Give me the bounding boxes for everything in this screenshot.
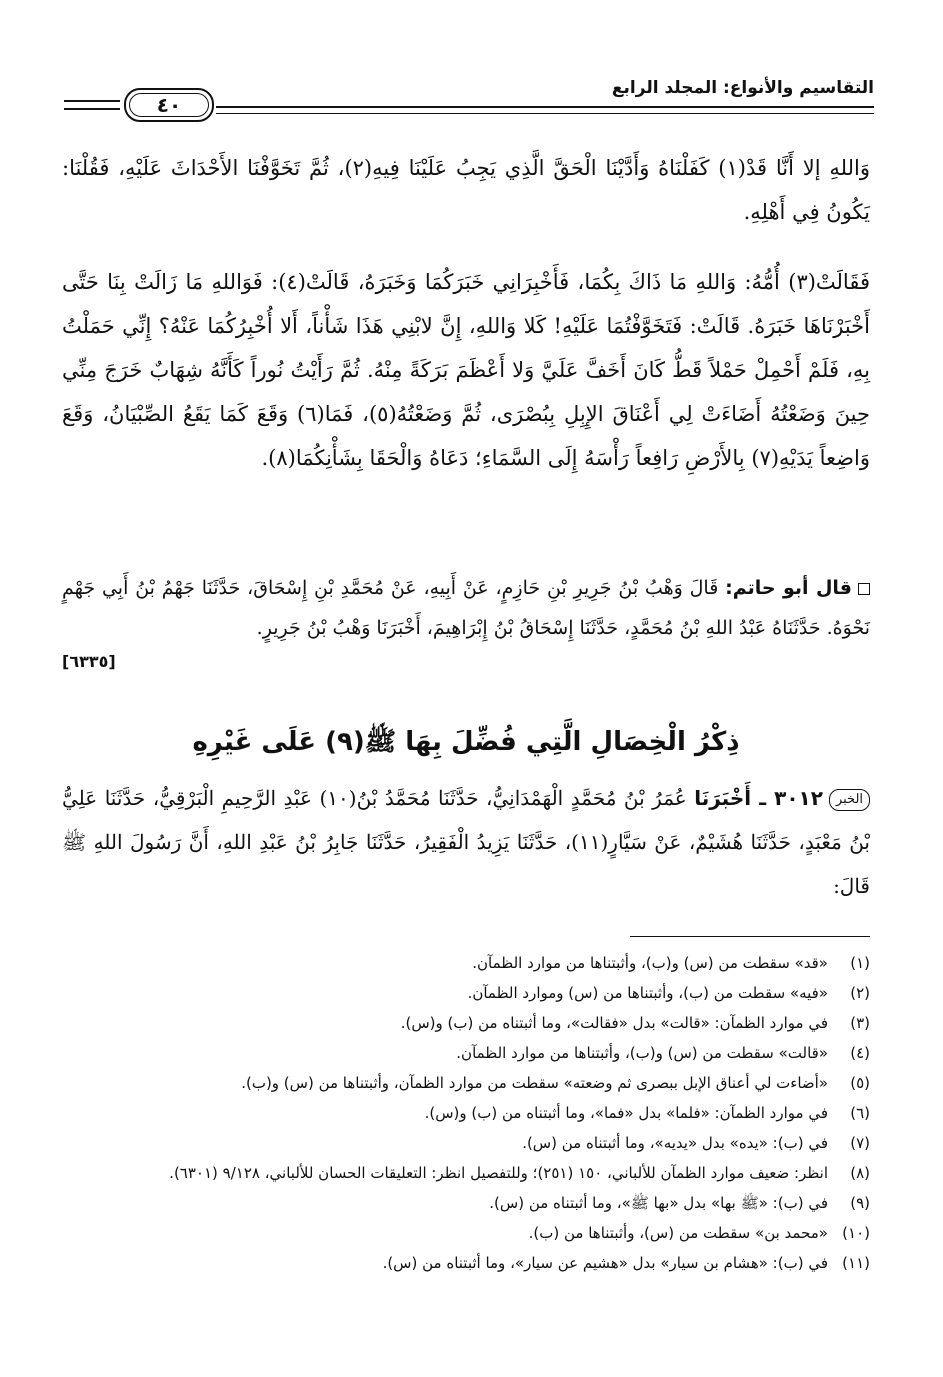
footnote	[62, 1068, 870, 1098]
footnote	[62, 1248, 870, 1278]
footnote	[62, 948, 870, 978]
header-rule-right	[216, 106, 874, 114]
footnote	[62, 1158, 870, 1188]
hadith-badge: الخبر	[829, 789, 870, 811]
isnad-lead: قال أبو حاتم:	[725, 577, 853, 599]
footnote	[62, 1098, 870, 1128]
footnotes-list	[62, 948, 870, 1278]
footnote	[62, 1038, 870, 1068]
hadith-number: ٣٠١٢ ـ أَخْبَرَنَا	[694, 786, 823, 810]
square-marker-icon	[858, 583, 870, 595]
footnote-number: (١٠)	[842, 1224, 870, 1242]
page-number	[124, 88, 214, 122]
footnote-number: (٩)	[850, 1194, 870, 1212]
footnote	[62, 978, 870, 1008]
footnote-text: انظر: ضعيف موارد الظمآن للألباني، ١٥٠ (٢٥١)؛ وللتفصيل انظر: التعليقات الحسان للألباني، ٩/١٢٨ (٦٣٠١).	[169, 1164, 828, 1182]
footnote-text: في (ب): «هشام بن سيار» بدل «هشيم عن سيار»، وما أثبتناه من (س).	[382, 1254, 828, 1272]
footnote-number: (٣)	[850, 1014, 870, 1032]
footnote-text: «أضاءت لي أعناق الإبل ببصرى ثم وضعته» سقطت من موارد الظمآن، وأثبتناها من (س) و(ب).	[241, 1074, 828, 1092]
chapter-heading: ذِكْرُ الْخِصَالِ الَّتِي فُضِّلَ بِهَا ﷺ(٩) عَلَى غَيْرِهِ	[192, 727, 740, 757]
reference-number: [٦٣٣٥]	[62, 652, 116, 671]
footnote-number: (٤)	[850, 1044, 870, 1062]
page-number-text: ٤٠	[156, 93, 182, 117]
footnote	[62, 1008, 870, 1038]
footnote-number: (٧)	[850, 1134, 870, 1152]
footnote-number: (٢)	[850, 984, 870, 1002]
hadith-text: عُمَرُ بْنُ مُحَمَّدٍ الْهَمْدَانِيُّ، حَدَّثَنَا مُحَمَّدُ بْنُ(١٠) عَبْدِ الرَّحِيمِ الْبَرْقِيُّ، حَدَّثَنَا عَلِيُّ بْنُ مَعْبَدٍ، حَدَّثَنَا هُشَيْمٌ، عَنْ سَيَّارٍ(١١)، حَدَّثَنَا يَزِيدُ الْفَقِيرُ، حَدَّثَنَا جَابِرُ بْنُ عَبْدِ اللهِ، أَنَّ رَسُولَ اللهِ ﷺ قَالَ:	[62, 786, 870, 898]
page-header	[64, 78, 874, 128]
footnote-text: في موارد الظمآن: «فلما» بدل «فما»، وما أثبتناه من (ب) و(س).	[424, 1104, 828, 1122]
footnote-number: (٨)	[850, 1164, 870, 1182]
footnote-text: في موارد الظمآن: «قالت» بدل «فقالت»، وما أثبتناه من (ب) و(س).	[400, 1014, 828, 1032]
hadith-paragraph	[62, 776, 870, 908]
header-rule-left	[64, 100, 120, 110]
isnad-paragraph	[62, 568, 870, 648]
paragraph-1: وَاللهِ إلا أَنَّا قَدْ(١) كَفَلْنَاهُ وَأَدَّيْنَا الْحَقَّ الَّذِي يَجِبُ عَلَيْنَا فِيهِ(٢)، ثُمَّ تَخَوَّفْنَا الأَحْدَاثَ عَلَيْهِ، فَقُلْنَا: يَكُونُ فِي أَهْلِهِ.	[62, 156, 870, 224]
footnote-number: (٦)	[850, 1104, 870, 1122]
footnote-text: في (ب): «يده» بدل «يديه»، وما أثبتناه من (س).	[522, 1134, 828, 1152]
paragraph-2: فَقَالَتْ(٣) أُمُّهُ: وَاللهِ مَا ذَاكَ بِكُمَا، فَأَخْبِرَانِي خَبَرَكُمَا وَخَبَرَهُ، قَالَتْ(٤): فَوَاللهِ مَا زَالَتْ بِنَا حَتَّى أَخْبَرْنَاهَا خَبَرَهُ. قَالَتْ: فَتَخَوَّفْتُمَا عَلَيْهِ! كَلا وَاللهِ، إِنَّ لابْنِي هَذَا شَأْناً، أَلا أُخْبِرُكُمَا عَنْهُ؟ إِنِّي حَمَلْتُ بِهِ، فَلَمْ أَحْمِلْ حَمْلاً قَطُّ كَانَ أَخَفَّ عَلَيَّ وَلا أَعْظَمَ بَرَكَةً مِنْهُ. ثُمَّ رَأَيْتُ نُوراً كَأَنَّهُ شِهَابٌ خَرَجَ مِنِّي حِينَ وَضَعْتُهُ أَضَاءَتْ لِي أَعْنَاقَ الإِبِلِ بِبُصْرَى، ثُمَّ وَضَعْتُهُ(٥)، فَمَا(٦) وَقَعَ كَمَا يَقَعُ الصِّبْيَانُ، وَقَعَ وَاضِعاً يَدَيْهِ(٧) بِالأَرْضِ رَافِعاً رَأْسَهُ إِلَى السَّمَاءِ؛ دَعَاهُ وَالْحَقَا بِشَأْنِكُمَا(٨).	[62, 270, 870, 470]
footnote-divider	[630, 936, 870, 937]
footnote-number: (٥)	[850, 1074, 870, 1092]
footnote	[62, 1218, 870, 1248]
footnote-text: «فيه» سقطت من (ب)، وأثبتناها من (س) وموارد الظمآن.	[467, 984, 828, 1002]
footnote-number: (١)	[850, 954, 870, 972]
isnad-text: قَالَ وَهْبُ بْنُ جَرِيرِ بْنِ حَازِمٍ، عَنْ أَبِيهِ، عَنْ مُحَمَّدِ بْنِ إِسْحَاقَ، حَدَّثَنَا جَهْمُ بْنُ أَبِي جَهْمٍ نَحْوَهُ. حَدَّثَنَاهُ عَبْدُ اللهِ بْنُ مُحَمَّدٍ، حَدَّثَنَا إِسْحَاقُ بْنُ إِبْرَاهِيمَ، أَخْبَرَنَا وَهْبُ بْنُ جَرِيرٍ.	[62, 577, 870, 639]
footnote-text: في (ب): «ﷺ بها» بدل «بها ﷺ»، وما أثبتناه من (س).	[489, 1194, 828, 1212]
footnote-text: «قد» سقطت من (س) و(ب)، وأثبتناها من موارد الظمآن.	[472, 954, 828, 972]
footnote-text: «قالت» سقطت من (س) و(ب)، وأثبتناها من موارد الظمآن.	[456, 1044, 828, 1062]
footnote-text: «محمد بن» سقطت من (س)، وأثبتناها من (ب).	[528, 1224, 828, 1242]
footnote	[62, 1188, 870, 1218]
footnote	[62, 1128, 870, 1158]
running-title: التقاسيم والأنواع: المجلد الرابع	[611, 78, 874, 98]
footnote-number: (١١)	[842, 1254, 870, 1272]
